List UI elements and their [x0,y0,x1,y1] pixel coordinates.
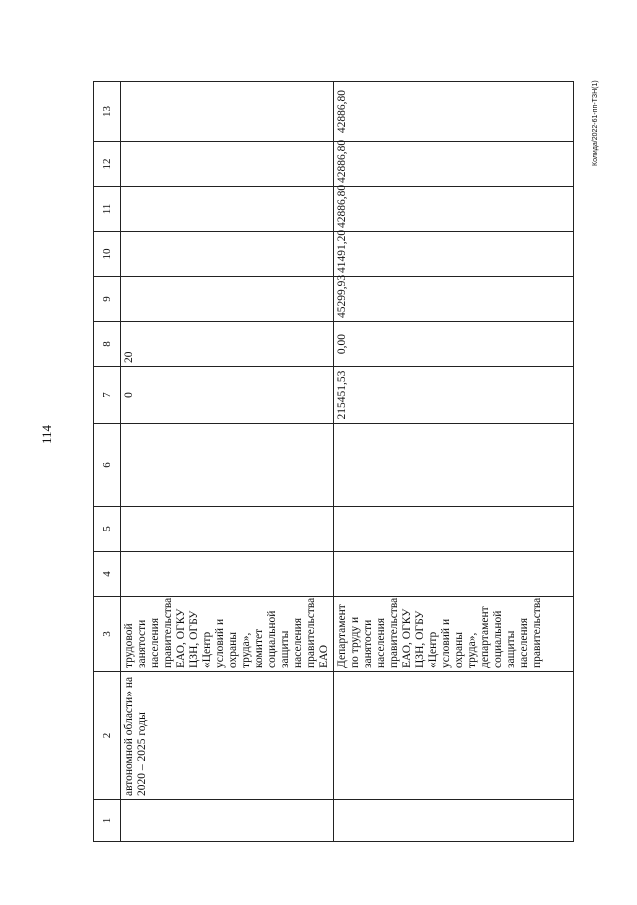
value-cell [121,187,334,232]
document-code: Колида/2022-61-пп-ТЗН(1) [592,80,599,166]
value-cell [121,232,334,277]
column-header: 2 [94,672,121,800]
value-cell: 20 [121,322,334,367]
column-header: 13 [94,82,121,142]
column-header: 5 [94,507,121,552]
table-cell [334,507,574,552]
column-header: 8 [94,322,121,367]
executor-cell: трудовой занятости населения правительства ЕАО, ОГКУ ЦЗН, ОГБУ «Центр условий и охраны труда», комитет социальной защиты населения правительства ЕАО [121,597,334,672]
value-cell: 42886,80 [334,187,574,232]
table-cell [121,552,334,597]
value-cell: 42886,80 [334,82,574,142]
value-cell [121,277,334,322]
table-cell [121,800,334,842]
program-name-cell [334,672,574,800]
value-cell: 215451,53 [334,367,574,424]
program-table [93,81,574,842]
value-cell: 0 [121,367,334,424]
table-container [93,82,578,842]
table-cell [334,800,574,842]
value-cell: 45299,93 [334,277,574,322]
column-header: 3 [94,597,121,672]
table-row [121,82,334,842]
value-cell [121,142,334,187]
value-cell: 0,00 [334,322,574,367]
value-cell: 42886,80 [334,142,574,187]
column-header: 9 [94,277,121,322]
table-cell [121,507,334,552]
column-header: 12 [94,142,121,187]
executor-cell: Департамент по труду и занятости населения правительства ЕАО, ОГКУ ЦЗН, ОГБУ «Центр условий и охраны труда», департамент социальной защиты населения правительства [334,597,574,672]
column-header: 4 [94,552,121,597]
table-header-row [94,82,121,842]
table-cell [334,552,574,597]
table-cell [334,424,574,507]
column-header: 10 [94,232,121,277]
page-number: 114 [39,424,54,444]
value-cell: 41491,20 [334,232,574,277]
column-header: 7 [94,367,121,424]
table-row [334,82,574,842]
column-header: 11 [94,187,121,232]
table-cell [121,424,334,507]
column-header: 6 [94,424,121,507]
column-header: 1 [94,800,121,842]
value-cell [121,82,334,142]
program-name-cell: автономной области» на 2020 – 2025 годы [121,672,334,800]
